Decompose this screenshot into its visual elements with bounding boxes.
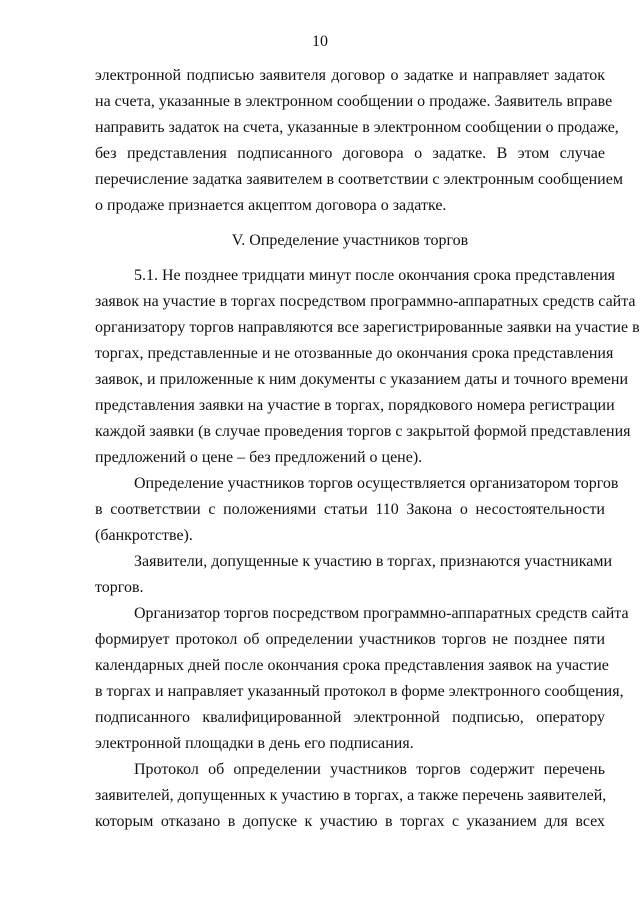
text-line: заявителей, допущенных к участию в торгах, а также перечень заявителей, xyxy=(95,787,607,804)
paragraph xyxy=(95,471,619,549)
text-line: на счета, указанные в электронном сообщении о продаже. Заявитель вправе xyxy=(95,93,613,110)
text-line: направить задаток на счета, указанные в электронном сообщении о продаже, xyxy=(95,119,619,136)
text-line: заявок на участие в торгах посредством программно-аппаратных средств сайта xyxy=(95,293,636,310)
text-line: каждой заявки (в случае проведения торгов с закрытой формой представления xyxy=(95,423,631,440)
text-line: торгов. xyxy=(95,579,144,596)
text-line: заявок, и приложенные к ним документы с указанием даты и точного времени xyxy=(95,371,629,388)
paragraph-5-1 xyxy=(95,263,640,471)
paragraph xyxy=(95,549,613,601)
text-line: в торгах и направляет указанный протокол в форме электронного сообщения, xyxy=(95,683,624,700)
text-line: предложений о цене – без предложений о цене). xyxy=(95,449,423,466)
text-line: представления заявки на участие в торгах, порядкового номера регистрации xyxy=(95,397,615,414)
page-number: 10 xyxy=(312,33,328,50)
text-line: (банкротстве). xyxy=(95,527,193,544)
text-line: в соответствии с положениями статьи 110 Закона о несостоятельности xyxy=(95,501,605,518)
paragraph xyxy=(95,601,629,757)
text-line: календарных дней после окончания срока представления заявок на участие xyxy=(95,657,609,674)
text-line: подписанного квалифицированной электронной подписью, оператору xyxy=(95,709,605,726)
text-line: Определение участников торгов осуществляется организатором торгов xyxy=(134,475,619,492)
text-line: которым отказано в допуске к участию в торгах с указанием для всех xyxy=(95,813,605,830)
section-heading: V. Определение участников торгов xyxy=(231,232,469,249)
text-line: о продаже признается акцептом договора о задатке. xyxy=(95,197,447,214)
text-line: Заявители, допущенные к участию в торгах, признаются участниками xyxy=(134,553,613,570)
text-line: без представления подписанного договора о задатке. В этом случае xyxy=(95,145,605,162)
text-line: электронной подписью заявителя договор о задатке и направляет задаток xyxy=(95,67,605,84)
text-line: Организатор торгов посредством программно-аппаратных средств сайта xyxy=(134,605,629,622)
paragraph-continuation xyxy=(95,63,623,219)
text-line: организатору торгов направляются все зарегистрированные заявки на участие в xyxy=(95,319,640,336)
text-line: электронной площадки в день его подписания. xyxy=(95,735,414,752)
paragraph xyxy=(95,757,605,835)
text-line: Протокол об определении участников торгов содержит перечень xyxy=(134,761,605,778)
document-body xyxy=(95,63,640,835)
text-line: формирует протокол об определении участников торгов не позднее пяти xyxy=(95,631,605,648)
text-line: перечисление задатка заявителем в соответствии с электронным сообщением xyxy=(95,171,623,188)
text-line: торгах, представленные и не отозванные до окончания срока представления xyxy=(95,345,614,362)
text-line: 5.1. Не позднее тридцати минут после окончания срока представления xyxy=(134,267,616,284)
